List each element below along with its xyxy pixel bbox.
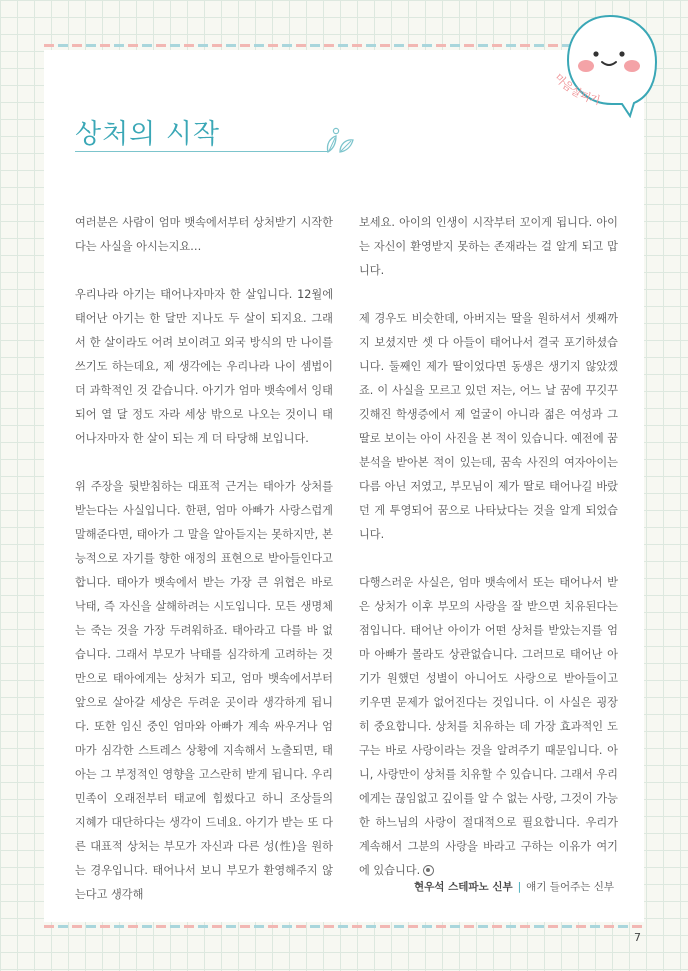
left-column bbox=[75, 211, 333, 907]
top-dashed-border bbox=[44, 44, 644, 47]
paragraph-text: 다행스러운 사실은, 엄마 뱃속에서 또는 태어나서 받은 상처가 이후 부모의 사랑을 잘 받으면 치유된다는 점입니다. 태어난 아이가 어떤 상처를 받았는지를 엄마 아빠가 몰라도 상관없습니다. 그러므로 태어난 아기가 원했던 성별이 아니어도 사랑으로 받아들이고 키우면 문제가 없어진다는 것입니다. 이 사실은 굉장히 중요합니다. 상처를 치유하는 데 가장 효과적인 도구는 바로 사랑이라는 것을 알려주기 때문입니다. 아니, 사랑만이 상처를 치유할 수 있습니다. 그래서 우리에게는 끊임없고 깊이를 알 수 없는 사랑, 그것이 가능한 하느님의 사랑이 절대적으로 필요합니다. 우리가 계속해서 그분의 사랑을 바라고 구하는 이유가 여기에 있습니다. bbox=[359, 576, 618, 877]
paragraph: 우리나라 아기는 태어나자마자 한 살입니다. 12월에 태어난 아기는 한 달만 지나도 두 살이 되지요. 그래서 한 살이라도 어려 보이려고 외국 방식의 만 나이를 쓰기도 하는데요, 제 생각에는 우리나라 나이 셈법이 더 과학적인 것 같습니다. 아기가 엄마 뱃속에서 잉태되어 열 달 정도 자라 세상 밖으로 나오는 것이니 태어나자마자 한 살이 되는 게 더 타당해 보입니다. bbox=[75, 288, 333, 445]
corner-label bbox=[548, 66, 628, 116]
paragraph: 보세요. 아이의 인생이 시작부터 꼬이게 됩니다. 아이는 자신이 환영받지 못하는 존재라는 걸 알게 되고 맙니다. bbox=[359, 216, 618, 277]
paragraph: 제 경우도 비슷한데, 아버지는 딸을 원하셔서 셋째까지 보셨지만 셋 다 아들이 태어나서 결국 포기하셨습니다. 둘째인 제가 딸이었다면 동생은 생기지 않았겠죠. 이 사실을 모르고 있던 저는, 어느 날 꿈에 꾸깃꾸깃해진 학생증에서 제 얼굴이 아니라 젊은 여성과 그 딸로 보이는 아이 사진을 본 적이 있습니다. 예전에 꿈 분석을 받아본 적이 있는데, 꿈속 사진의 여자아이는 다름 아닌 저였고, 부모님이 제가 딸로 태어나길 바랐던 게 투영되어 꿈으로 나타났다는 것을 알게 되었습니다. bbox=[359, 312, 618, 541]
series-name: 얘기 들어주는 신부 bbox=[526, 881, 614, 893]
byline-separator: | bbox=[517, 881, 522, 893]
title-underline bbox=[75, 151, 328, 152]
author-name: 현우석 스테파노 신부 bbox=[414, 881, 513, 893]
paragraph: 여러분은 사람이 엄마 뱃속에서부터 상처받기 시작한다는 사실을 아시는지요… bbox=[75, 216, 333, 253]
byline bbox=[414, 879, 614, 894]
corner-label-text: 마음살피기 bbox=[551, 71, 602, 108]
bottom-dashed-border bbox=[44, 925, 644, 928]
end-mark-icon bbox=[423, 865, 434, 876]
right-column bbox=[359, 211, 618, 883]
svg-text:마음살피기 bbox=[552, 71, 602, 108]
page-title: 상처의 시작 bbox=[75, 119, 220, 150]
leaf-sprig-icon bbox=[322, 126, 356, 156]
page-number: 7 bbox=[634, 931, 641, 944]
paragraph bbox=[359, 571, 618, 883]
paragraph: 위 주장을 뒷받침하는 대표적 근거는 태아가 상처를 받는다는 사실입니다. 한편, 엄마 아빠가 사랑스럽게 말해준다면, 태아가 그 말을 알아듣지는 못하지만, 본능적으로 자기를 향한 애정의 표현으로 받아들인다고 합니다. 태아가 뱃속에서 받는 가장 큰 위협은 바로 낙태, 즉 자신을 살해하려는 시도입니다. 모든 생명체는 죽는 것을 가장 두려워하죠. 태아라고 다를 바 없습니다. 그래서 부모가 낙태를 심각하게 고려하는 것만으로 태아에게는 상처가 되고, 엄마 뱃속에서부터 앞으로 살아갈 세상은 두려운 곳이라 생각하게 됩니다. 또한 임신 중인 엄마와 아빠가 계속 싸우거나 엄마가 심각한 스트레스 상황에 지속해서 노출되면, 태아는 그 부정적인 영향을 고스란히 받게 됩니다. 우리 민족이 오래전부터 태교에 힘썼다고 하니 조상들의 지혜가 대단하다는 생각이 드네요. 아기가 받는 또 다른 대표적 상처는 부모가 자신과 다른 성(性)을 원하는 경우입니다. 태어나서 보니 부모가 환영해주지 않는다고 생각해 bbox=[75, 480, 333, 901]
